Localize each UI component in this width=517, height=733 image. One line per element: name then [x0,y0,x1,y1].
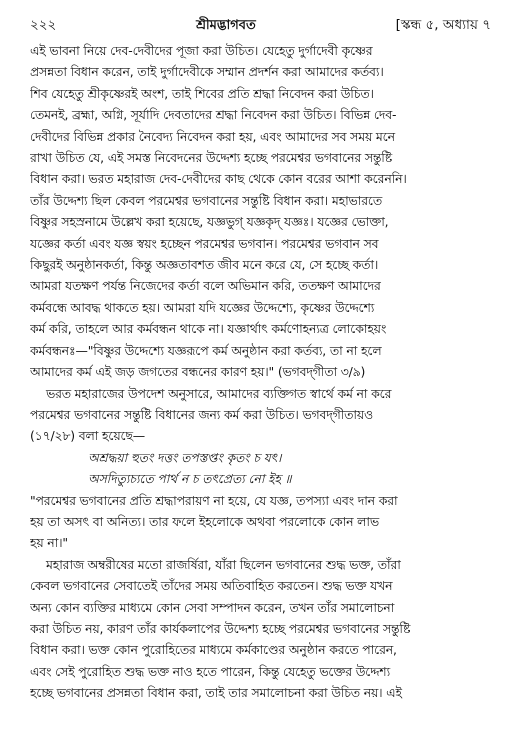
paragraph-1 [30,40,491,383]
paragraph-1-line: তাঁর উদ্দেশ্য ছিল কেবল পরমেশ্বর ভগবানের সন্তুষ্টি বিধান করা। মহাভারতে [30,192,383,208]
paragraph-1-line: তেমনই, ব্রহ্মা, অগ্নি, সূর্যাদি দেবতাদের শ্রদ্ধা নিবেদন করা উচিত। বিভিন্ন দেব- [30,107,397,123]
page-body [30,40,491,704]
paragraph-1-line: যজ্ঞের কর্তা এবং যজ্ঞ স্বয়ং হচ্ছেন পরমেশ্বর ভগবান। পরমেশ্বর ভগবান সব [30,235,379,251]
paragraph-3 [30,554,491,704]
paragraph-1-line: কর্মবন্ধে আবদ্ধ থাকতে হয়। আমরা যদি যজ্ঞের উদ্দেশ্যে, কৃষ্ণের উদ্দেশ্যে [30,299,375,315]
paragraph-3-line: অন্য কোন ব্যক্তির মাধ্যমে কোন সেবা সম্পাদন করেন, তখন তাঁর সমালোচনা [30,599,395,615]
paragraph-2-line: (১৭/২৮) বলা হয়েছে— [30,428,146,444]
paragraph-2-line: পরমেশ্বর ভগবানের সন্তুষ্টি বিধানের জন্য কর্ম করা উচিত। ভগবদ্‌গীতায়ও [30,406,373,422]
translation-line: "পরমেশ্বর ভগবানের প্রতি শ্রদ্ধাপরায়ণ না হয়ে, যে যজ্ঞ, তপস্যা এবং দান করা [30,492,398,508]
paragraph-3-line: বিধান করা। ভক্ত কোন পুরোহিতের মাধ্যমে কর্মকাণ্ডের অনুষ্ঠান করতে পারেন, [30,642,397,658]
paragraph-1-line: কর্মবন্ধনঃ—"বিষ্ণুর উদ্দেশ্যে যজ্ঞরূপে কর্ম অনুষ্ঠান করা কর্তব্য, তা না হলে [30,342,382,358]
paragraph-1-line: আমরা যতক্ষণ পর্যন্ত নিজেদের কর্তা বলে অভিমান করি, ততক্ষণ আমাদের [30,278,381,294]
paragraph-1-line: শিব যেহেতু শ্রীকৃষ্ণেরই অংশ, তাই শিবের প্রতি শ্রদ্ধা নিবেদন করা উচিত। [30,85,374,101]
paragraph-2 [30,383,491,447]
book-title: শ্রীমদ্ভাগবত [196,18,256,33]
verse-line: অসদিত্যুচ্যতে পার্থ ন চ তৎপ্রেত্য নো ইহ ॥ [88,471,292,487]
page-number: ২২২ [30,17,57,33]
paragraph-3-line: হচ্ছে ভগবানের প্রসন্নতা বিধান করা, তাই তার সমালোচনা করা উচিত নয়। এই [30,685,402,701]
sanskrit-verse [30,447,491,490]
paragraph-1-line: কর্ম করি, তাহলে আর কর্মবন্ধন থাকে না। যজ্ঞার্থাৎ কর্মণোহন্যত্র লোকোহয়ং [30,321,387,337]
verse-translation [30,490,491,554]
paragraph-3-line: করা উচিত নয়, কারণ তাঁর কার্যকলাপের উদ্দেশ্য হচ্ছে পরমেশ্বর ভগবানের সন্তুষ্টি [30,620,411,636]
paragraph-3-line: কেবল ভগবানের সেবাতেই তাঁদের সময় অতিবাহিত করতেন। শুদ্ধ ভক্ত যখন [30,578,393,594]
section-reference: [স্কন্ধ ৫, অধ্যায় ৭ [395,17,491,33]
paragraph-1-line: বিষ্ণুর সহস্রনামে উল্লেখ করা হয়েছে, যজ্ঞভুগ্ যজ্ঞকৃদ্ যজ্ঞঃ। যজ্ঞের ভোক্তা, [30,214,389,230]
paragraph-3-line: মহারাজ অম্বরীষের মতো রাজর্ষিরা, যাঁরা ছিলেন ভগবানের শুদ্ধ ভক্ত, তাঁরা [46,556,401,572]
paragraph-1-line: এই ভাবনা নিয়ে দেব-দেবীদের পূজা করা উচিত। যেহেতু দুর্গাদেবী কৃষ্ণের [30,43,373,58]
paragraph-1-line: বিধান করা। ভরত মহারাজ দেব-দেবীদের কাছ থেকে কোন বরের আশা করেননি। [30,171,407,187]
page-header [30,16,491,40]
translation-line: হয় তা অসৎ বা অনিত্য। তার ফলে ইহলোকে অথবা পরলোকে কোন লাভ [30,513,379,529]
paragraph-1-line: কিছুরই অনুষ্ঠানকর্তা, কিন্তু অজ্ঞতাবশত জীব মনে করে যে, সে হচ্ছে কর্তা। [30,257,379,273]
paragraph-3-line: এবং সেই পুরোহিত শুদ্ধ ভক্ত নাও হতে পারেন, কিন্তু যেহেতু ভক্তের উদ্দেশ্য [30,663,391,679]
paragraph-1-line: আমাদের কর্ম এই জড় জগতের বন্ধনের কারণ হয়।" (ভগবদ্‌গীতা ৩/৯) [30,364,366,380]
translation-line: হয় না।" [30,535,68,551]
paragraph-2-line: ভরত মহারাজের উপদেশ অনুসারে, আমাদের ব্যক্তিগত স্বার্থে কর্ম না করে [46,385,392,401]
paragraph-1-line: প্রসন্নতা বিধান করেন, তাই দুর্গাদেবীকে সম্মান প্রদর্শন করা আমাদের কর্তব্য। [30,64,384,80]
paragraph-1-line: দেবীদের বিভিন্ন প্রকার নৈবেদ্য নিবেদন করা হয়, এবং আমাদের সব সময় মনে [30,128,395,144]
paragraph-1-line: রাখা উচিত যে, এই সমস্ত নিবেদনের উদ্দেশ্য হচ্ছে পরমেশ্বর ভগবানের সন্তুষ্টি [30,150,393,166]
verse-line: অশ্রদ্ধয়া হুতং দত্তং তপস্তপ্তং কৃতং চ যৎ। [88,449,282,465]
